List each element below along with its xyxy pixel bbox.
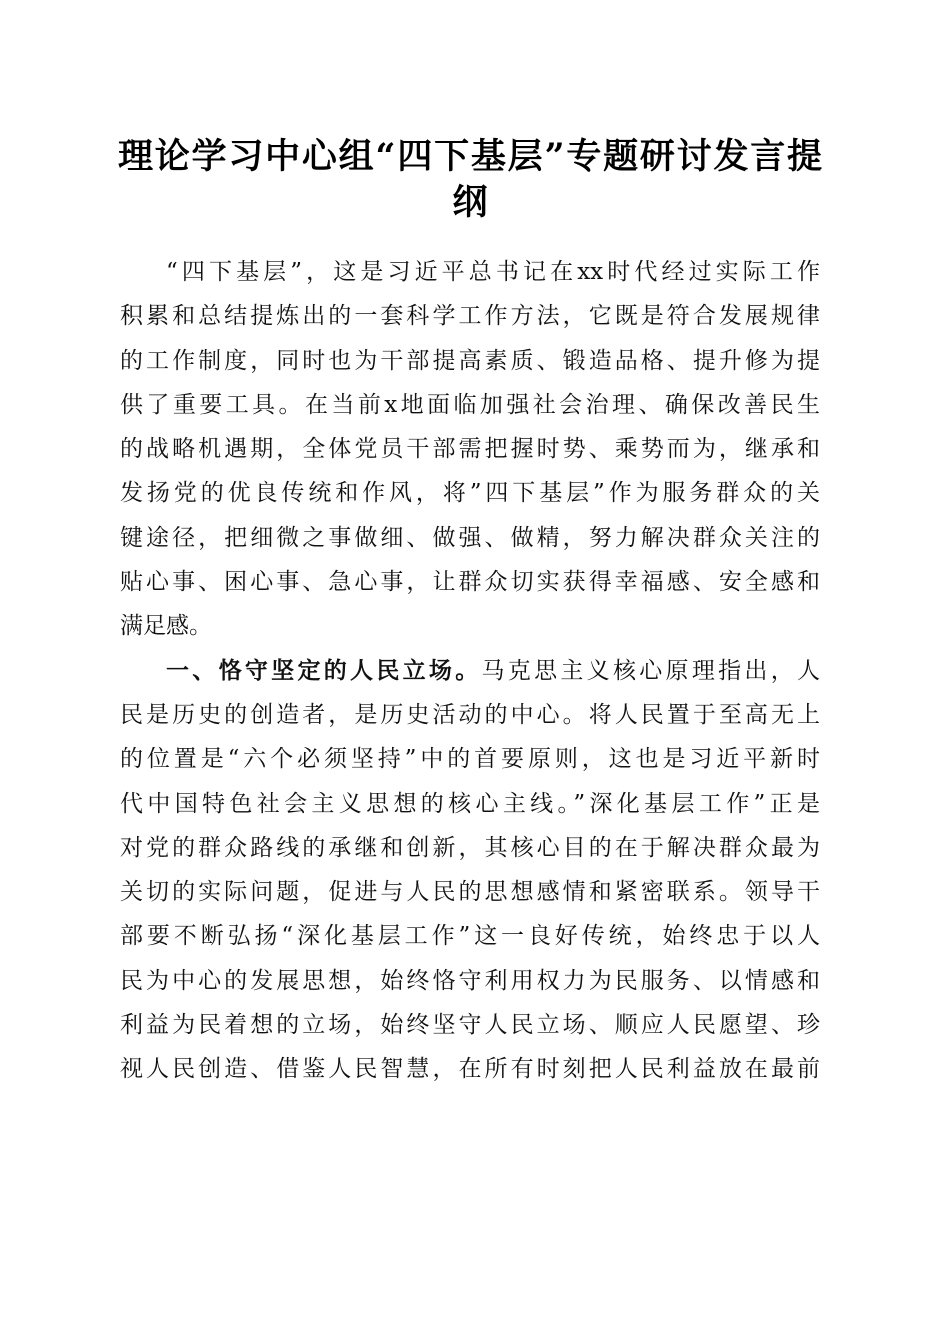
text-line: 代中国特色社会主义思想的核心主线。”深化基层工作”正是 bbox=[120, 790, 820, 817]
paragraph-intro bbox=[120, 250, 820, 649]
text-line: 的位置是“六个必须坚持”中的首要原则，这也是习近平新时 bbox=[120, 746, 820, 773]
section-text: 马克思主义核心原理指出，人 bbox=[481, 657, 821, 684]
title-line: 理论学习中心组“四下基层”专题研讨发言提 bbox=[118, 136, 822, 177]
text-line: 键途径，把细微之事做细、做强、做精，努力解决群众关注的 bbox=[120, 524, 820, 551]
text-line: 利益为民着想的立场，始终坚守人民立场、顺应人民愿望、珍 bbox=[120, 1012, 820, 1039]
text-line: 的战略机遇期，全体党员干部需把握时势、乘势而为，继承和 bbox=[120, 436, 820, 463]
text-line: 贴心事、困心事、急心事，让群众切实获得幸福感、安全感和 bbox=[120, 569, 820, 596]
text-line: 视人民创造、借鉴人民智慧，在所有时刻把人民利益放在最前 bbox=[120, 1056, 820, 1083]
document-body bbox=[120, 250, 820, 1092]
text-line: 满足感。 bbox=[120, 613, 212, 640]
text-line: 部要不断弘扬“深化基层工作”这一良好传统，始终忠于以人 bbox=[120, 923, 820, 950]
text-line: 民为中心的发展思想，始终恪守利用权力为民服务、以情感和 bbox=[120, 967, 820, 994]
text-line bbox=[120, 649, 820, 693]
paragraph-section-1 bbox=[120, 649, 820, 1092]
text-line: 的工作制度，同时也为干部提高素质、锻造品格、提升修为提 bbox=[120, 347, 820, 374]
text-line: 民是历史的创造者，是历史活动的中心。将人民置于至高无上 bbox=[120, 701, 820, 728]
text-line: 供了重要工具。在当前x地面临加强社会治理、确保改善民生 bbox=[120, 391, 820, 418]
document-title bbox=[118, 134, 822, 226]
text-line: 发扬党的优良传统和作风，将”四下基层”作为服务群众的关 bbox=[120, 480, 820, 507]
section-heading: 一、恪守坚定的人民立场。 bbox=[166, 657, 482, 684]
text-line: 积累和总结提炼出的一套科学工作方法，它既是符合发展规律 bbox=[120, 303, 820, 330]
title-line: 纲 bbox=[452, 182, 488, 223]
text-line: “四下基层”，这是习近平总书记在xx时代经过实际工作 bbox=[166, 259, 820, 285]
text-line: 对党的群众路线的承继和创新，其核心目的在于解决群众最为 bbox=[120, 834, 820, 861]
text-line: 关切的实际问题，促进与人民的思想感情和紧密联系。领导干 bbox=[120, 879, 820, 906]
